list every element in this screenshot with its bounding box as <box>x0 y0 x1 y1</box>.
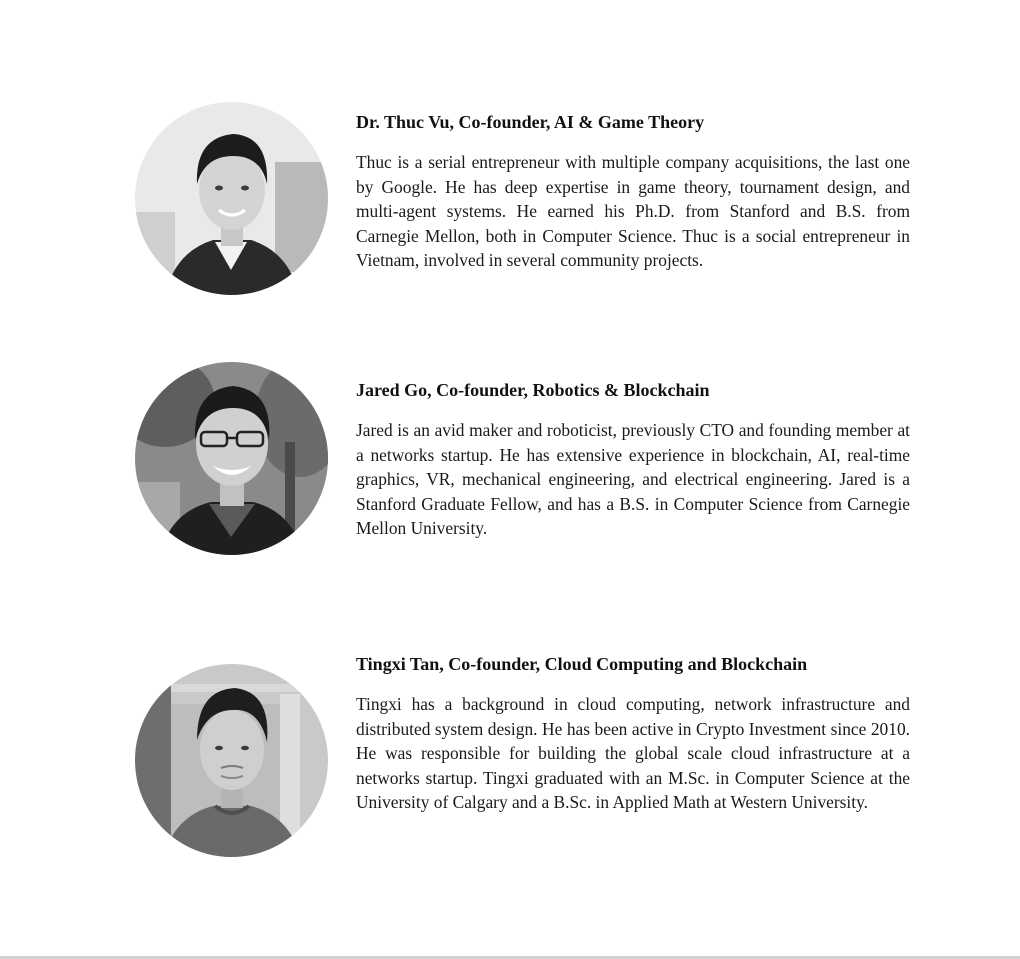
member-name-heading: Jared Go, Co-founder, Robotics & Blockchain <box>356 380 710 400</box>
portrait-photo-icon <box>135 664 328 857</box>
portrait-photo-tingxi-tan <box>135 664 328 857</box>
portrait-photo-icon <box>135 102 328 295</box>
member-name-heading: Tingxi Tan, Co-founder, Cloud Computing and Blockchain <box>356 654 808 674</box>
member-text-block <box>356 379 910 541</box>
portrait-photo-jared-go <box>135 362 328 555</box>
member-bio-paragraph: Jared is an avid maker and roboticist, previously CTO and founding member at a networks startup. He has extensive experience in blockchain, AI, real-time graphics, VR, mechanical engineering, and electrical engineering. Jared is a Stanford Graduate Fellow, and has a B.S. in Computer Science from Carnegie Mellon University. <box>356 420 910 539</box>
member-bio-paragraph: Thuc is a serial entrepreneur with multiple company acquisitions, the last one by Google. He has deep expertise in game theory, tournament design, and multi-agent systems. He earned his Ph.D. from Stanford and B.S. from Carnegie Mellon, both in Computer Science. Thuc is a social entrepreneur in Vietnam, involved in several community projects. <box>356 152 910 271</box>
portrait-photo-thuc-vu <box>135 102 328 295</box>
member-text-block <box>356 111 910 273</box>
member-bio-paragraph: Tingxi has a background in cloud computing, network infrastructure and distributed system design. He has been active in Crypto Investment since 2010. He was responsible for building the global scale cloud infrastructure at a networks startup. Tingxi graduated with an M.Sc. in Computer Science at the University of Calgary and a B.Sc. in Applied Math at Western University. <box>356 694 910 813</box>
portrait-photo-icon <box>135 362 328 555</box>
member-text-block <box>356 653 910 815</box>
member-name-heading: Dr. Thuc Vu, Co-founder, AI & Game Theory <box>356 112 705 132</box>
